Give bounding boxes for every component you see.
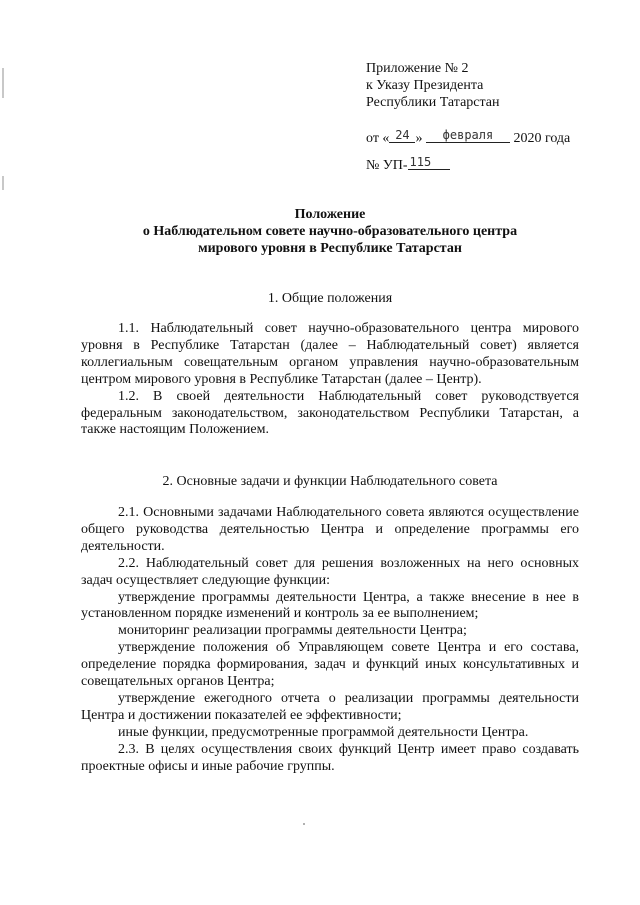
paragraph: мониторинг реализации программы деятельности Центра;: [118, 623, 467, 639]
scan-edge-mark: [2, 176, 4, 190]
paragraph: 1.1. Наблюдательный совет научно-образовательного центра мирового уровня в Республике Татарстан (далее – Наблюдательный совет) является коллегиальным совещательным органом управления научно-образовательным центром мирового уровня в Республике Татарстан (далее – Центр).: [81, 321, 579, 387]
date-day-handwritten: 24: [389, 129, 415, 143]
appendix-block: [366, 60, 626, 174]
section-1-heading: 1. Общие положения: [267, 291, 393, 306]
paragraph: 2.1. Основными задачами Наблюдательного совета являются осуществление общего руководства деятельностью Центра и определение программы его деятельности.: [81, 505, 579, 554]
paragraph: утверждение программы деятельности Центра, а также внесение в нее в установленном порядке изменений и контроль за ее выполнением;: [81, 589, 579, 622]
paragraph: утверждение положения об Управляющем совете Центра и его состава, определение порядка формирования, задач и функций иных консультативных и совещательных органов Центра;: [81, 640, 579, 690]
section-1-body: [81, 321, 579, 439]
decree-date: [366, 130, 626, 147]
paragraph: 2.2. Наблюдательный совет для решения возложенных на него основных задач осуществляет следующие функции:: [81, 555, 579, 588]
document-title: [60, 206, 600, 257]
scan-speck: [303, 823, 305, 825]
date-month-handwritten: февраля: [426, 129, 510, 143]
section-2-body: [81, 505, 579, 776]
paragraph: утверждение ежегодного отчета о реализации программы деятельности Центра и достижении показателей ее эффективности;: [81, 690, 579, 723]
section-2-heading: 2. Основные задачи и функции Наблюдательного совета: [162, 474, 498, 489]
date-prefix: от «: [366, 131, 390, 146]
appendix-line-3: Республики Татарстан: [366, 95, 500, 110]
title-line-2: о Наблюдательном совете научно-образовательного центра: [142, 224, 518, 239]
number-handwritten: 115: [408, 156, 450, 170]
appendix-line-2: к Указу Президента: [366, 78, 484, 93]
title-line-3: мирового уровня в Республике Татарстан: [198, 241, 462, 256]
title-line-1: Положение: [294, 207, 366, 222]
number-prefix: № УП-: [366, 158, 408, 173]
appendix-line-1: Приложение № 2: [366, 61, 469, 76]
paragraph: иные функции, предусмотренные программой деятельности Центра.: [118, 724, 529, 740]
date-mid: »: [415, 131, 423, 146]
scan-edge-mark: [2, 68, 4, 98]
date-suffix: 2020 года: [513, 131, 571, 146]
paragraph: 1.2. В своей деятельности Наблюдательный совет руководствуется федеральным законодательством, законодательством Республики Татарстан, а также настоящим Положением.: [81, 388, 579, 438]
paragraph: 2.3. В целях осуществления своих функций Центр имеет право создавать проектные офисы и иные рабочие группы.: [81, 741, 579, 774]
decree-number: [366, 157, 626, 174]
